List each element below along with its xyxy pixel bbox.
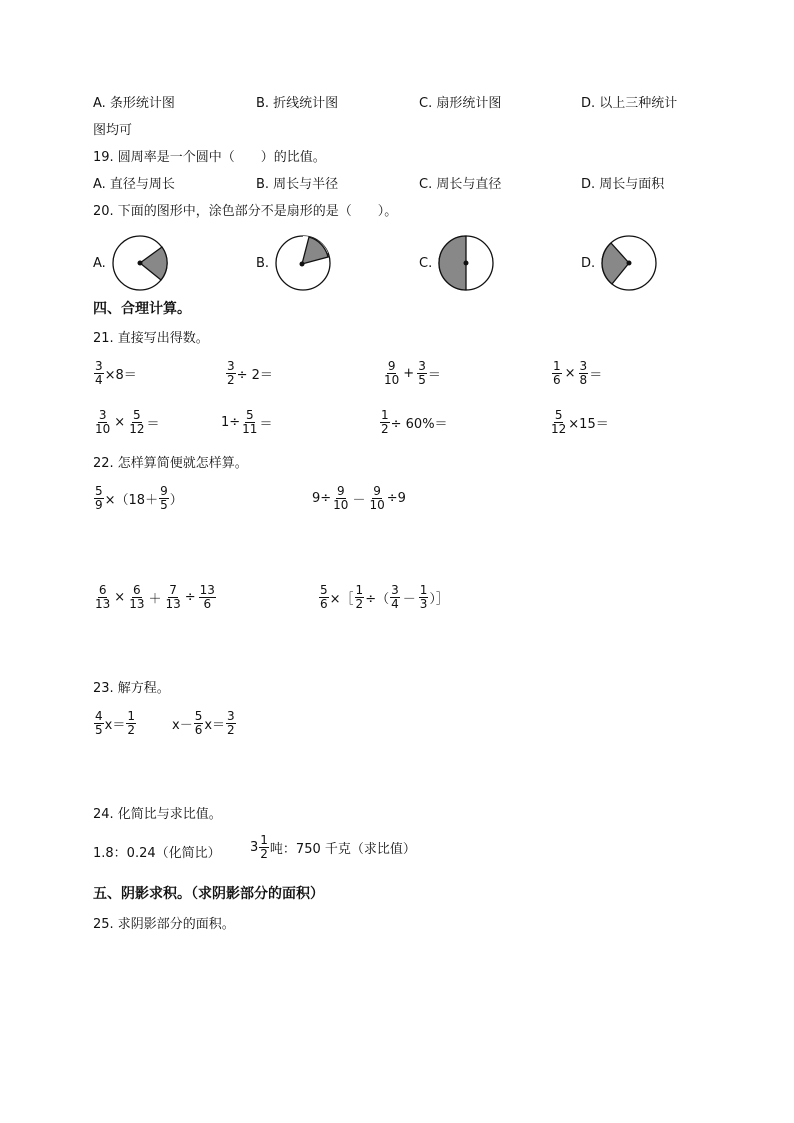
math-text: +	[403, 366, 415, 381]
fraction	[417, 360, 427, 387]
fraction-denominator: 12	[551, 422, 567, 436]
fraction	[550, 409, 567, 436]
fraction-denominator: 5	[160, 498, 168, 512]
math-text: ＝	[589, 368, 603, 383]
fraction-numerator: 9	[387, 359, 396, 373]
math-text: ＝	[146, 417, 160, 432]
q22-expr-4	[318, 584, 449, 611]
fraction-denominator: 10	[384, 373, 400, 387]
fraction-denominator: 10	[333, 498, 349, 512]
circle-figure-b	[273, 233, 333, 293]
fraction-numerator: 9	[336, 484, 345, 498]
q23-stem: 23. 解方程。	[93, 681, 170, 696]
fraction-numerator: 7	[169, 583, 177, 597]
fraction-denominator: 6	[194, 723, 203, 737]
q21-expr-1	[93, 360, 137, 387]
fraction-numerator: 3	[98, 408, 107, 422]
math-text: 3	[250, 840, 259, 855]
fraction-denominator: 8	[579, 373, 588, 387]
fraction-numerator: 4	[95, 709, 103, 723]
fraction-denominator: 2	[227, 723, 235, 737]
fraction-numerator: 5	[320, 583, 328, 597]
math-text: ＝	[259, 417, 273, 432]
q24-stem: 24. 化简比与求比值。	[93, 807, 222, 822]
q18-option-a: A. 条形统计图	[93, 96, 175, 111]
fraction-numerator: 5	[245, 408, 254, 422]
q21-stem: 21. 直接写出得数。	[93, 331, 209, 346]
fraction-denominator: 6	[203, 597, 212, 611]
fraction	[319, 584, 329, 611]
q22-expr-2	[312, 485, 406, 512]
fraction	[94, 360, 104, 387]
fraction	[226, 360, 236, 387]
q22-expr-1	[93, 485, 183, 512]
fraction-numerator: 3	[227, 359, 235, 373]
fraction	[380, 409, 390, 436]
fraction	[241, 409, 258, 436]
circle-figure-c	[436, 233, 496, 293]
math-text: －	[352, 493, 366, 508]
fraction	[383, 360, 400, 387]
math-text: ×	[114, 415, 126, 430]
fraction-numerator: 1	[419, 583, 428, 597]
fraction-denominator: 4	[95, 373, 103, 387]
q24-expr-1: 1.8：0.24（化简比）	[93, 846, 221, 861]
fraction	[194, 710, 204, 737]
q21-expr-2	[225, 360, 273, 387]
q19-option-b: B. 周长与半径	[256, 177, 339, 192]
fraction	[164, 584, 181, 611]
math-text: 1÷	[221, 415, 241, 430]
fraction	[259, 834, 269, 861]
q20-option-a	[93, 233, 170, 293]
fraction	[94, 485, 104, 512]
math-text: ×	[114, 590, 126, 605]
math-text: ×	[564, 366, 576, 381]
q21-expr-6	[221, 409, 272, 436]
q20-option-d-label: D.	[581, 255, 596, 271]
fraction-denominator: 10	[95, 422, 111, 436]
q21-expr-8	[549, 409, 609, 436]
section-4-title: 四、合理计算。	[93, 301, 191, 317]
fraction-numerator: 9	[160, 484, 168, 498]
fraction-denominator: 6	[320, 597, 328, 611]
fraction-numerator: 3	[227, 709, 235, 723]
q20-option-a-label: A.	[93, 255, 106, 271]
q18-option-c: C. 扇形统计图	[419, 96, 502, 111]
fraction-denominator: 13	[165, 597, 181, 611]
q21-expr-7	[379, 409, 448, 436]
fraction-denominator: 2	[227, 373, 235, 387]
q21-expr-3	[382, 360, 441, 387]
fraction-denominator: 5	[418, 373, 426, 387]
fraction-denominator: 6	[553, 373, 561, 387]
fraction-denominator: 10	[369, 498, 385, 512]
fraction-denominator: 3	[419, 597, 428, 611]
fraction	[128, 584, 145, 611]
math-text: ÷	[184, 590, 196, 605]
fraction-denominator: 2	[260, 847, 268, 861]
math-text: ）	[169, 493, 183, 508]
fraction-numerator: 6	[98, 583, 107, 597]
math-text: ÷（	[365, 592, 390, 607]
q23-equation-1	[93, 710, 137, 737]
fraction-denominator: 13	[129, 597, 145, 611]
q20-option-b-label: B.	[256, 255, 270, 271]
fraction-numerator: 3	[95, 359, 103, 373]
fraction-numerator: 1	[260, 833, 268, 847]
fraction-numerator: 1	[355, 583, 364, 597]
math-text: x＝	[104, 718, 126, 733]
math-text: －	[402, 592, 416, 607]
math-text: ×［	[329, 592, 354, 607]
math-text: ）］	[429, 592, 449, 607]
fraction-denominator: 2	[127, 723, 135, 737]
math-text: ÷ 2＝	[236, 368, 273, 383]
math-text: 吨：750 千克（求比值）	[269, 842, 416, 857]
math-text: x＝	[204, 718, 226, 733]
q22-expr-3	[93, 584, 217, 611]
q19-option-d: D. 周长与面积	[581, 177, 665, 192]
q20-option-c	[419, 233, 496, 293]
q20-option-b	[256, 233, 333, 293]
fraction	[126, 710, 136, 737]
math-text: ×（18＋	[104, 493, 159, 508]
fraction-denominator: 9	[95, 498, 103, 512]
math-text: ×15＝	[568, 417, 609, 432]
q21-expr-5	[93, 409, 159, 436]
fraction-denominator: 13	[95, 597, 111, 611]
fraction-numerator: 5	[194, 709, 203, 723]
math-text: ×8＝	[104, 368, 137, 383]
math-text: ＝	[427, 368, 441, 383]
fraction	[94, 584, 111, 611]
fraction	[355, 584, 365, 611]
fraction-denominator: 2	[381, 422, 389, 436]
q18-option-d: D. 以上三种统计	[581, 96, 678, 111]
fraction-denominator: 12	[129, 422, 145, 436]
fraction-numerator: 6	[133, 583, 141, 597]
circle-figure-d	[599, 233, 659, 293]
q24-expr-2	[250, 834, 416, 861]
fraction-numerator: 9	[373, 484, 381, 498]
section-5-title: 五、阴影求积。（求阴影部分的面积）	[93, 886, 324, 902]
fraction-denominator: 2	[355, 597, 364, 611]
q19-option-c: C. 周长与直径	[419, 177, 502, 192]
q18-option-d-continued: 图均可	[93, 123, 133, 138]
fraction	[368, 485, 385, 512]
math-text: x－	[172, 718, 193, 733]
fraction-numerator: 1	[553, 359, 561, 373]
fraction	[226, 710, 236, 737]
q20-option-d	[581, 233, 659, 293]
fraction	[419, 584, 429, 611]
q18-option-b: B. 折线统计图	[256, 96, 339, 111]
q20-option-c-label: C.	[419, 255, 433, 271]
q20-stem: 20. 下面的图形中，涂色部分不是扇形的是（ ）。	[93, 204, 398, 219]
fraction-numerator: 3	[418, 359, 426, 373]
q23-equation-2	[172, 710, 237, 737]
fraction	[94, 710, 104, 737]
math-text: ÷ 60%＝	[390, 417, 448, 432]
fraction-denominator: 11	[242, 422, 258, 436]
fraction	[552, 360, 562, 387]
fraction-numerator: 5	[95, 484, 103, 498]
fraction-numerator: 3	[391, 583, 399, 597]
fraction	[128, 409, 145, 436]
fraction-numerator: 1	[381, 408, 389, 422]
fraction	[199, 584, 216, 611]
fraction-numerator: 3	[579, 359, 588, 373]
fraction	[94, 409, 111, 436]
fraction	[159, 485, 169, 512]
q25-stem: 25. 求阴影部分的面积。	[93, 917, 235, 932]
q22-stem: 22. 怎样算简便就怎样算。	[93, 456, 248, 471]
fraction	[390, 584, 400, 611]
circle-figure-a	[110, 233, 170, 293]
q19-stem: 19. 圆周率是一个圆中（ ）的比值。	[93, 150, 326, 165]
math-text: ＋	[148, 592, 162, 607]
q19-option-a: A. 直径与周长	[93, 177, 175, 192]
fraction-denominator: 5	[95, 723, 103, 737]
fraction	[332, 485, 349, 512]
fraction-numerator: 5	[133, 408, 141, 422]
fraction-denominator: 4	[391, 597, 399, 611]
fraction-numerator: 1	[127, 709, 135, 723]
fraction-numerator: 5	[554, 408, 563, 422]
math-text: 9÷	[312, 491, 332, 506]
fraction-numerator: 13	[199, 583, 215, 597]
math-text: ÷9	[386, 491, 406, 506]
fraction	[579, 360, 589, 387]
q21-expr-4	[551, 360, 602, 387]
